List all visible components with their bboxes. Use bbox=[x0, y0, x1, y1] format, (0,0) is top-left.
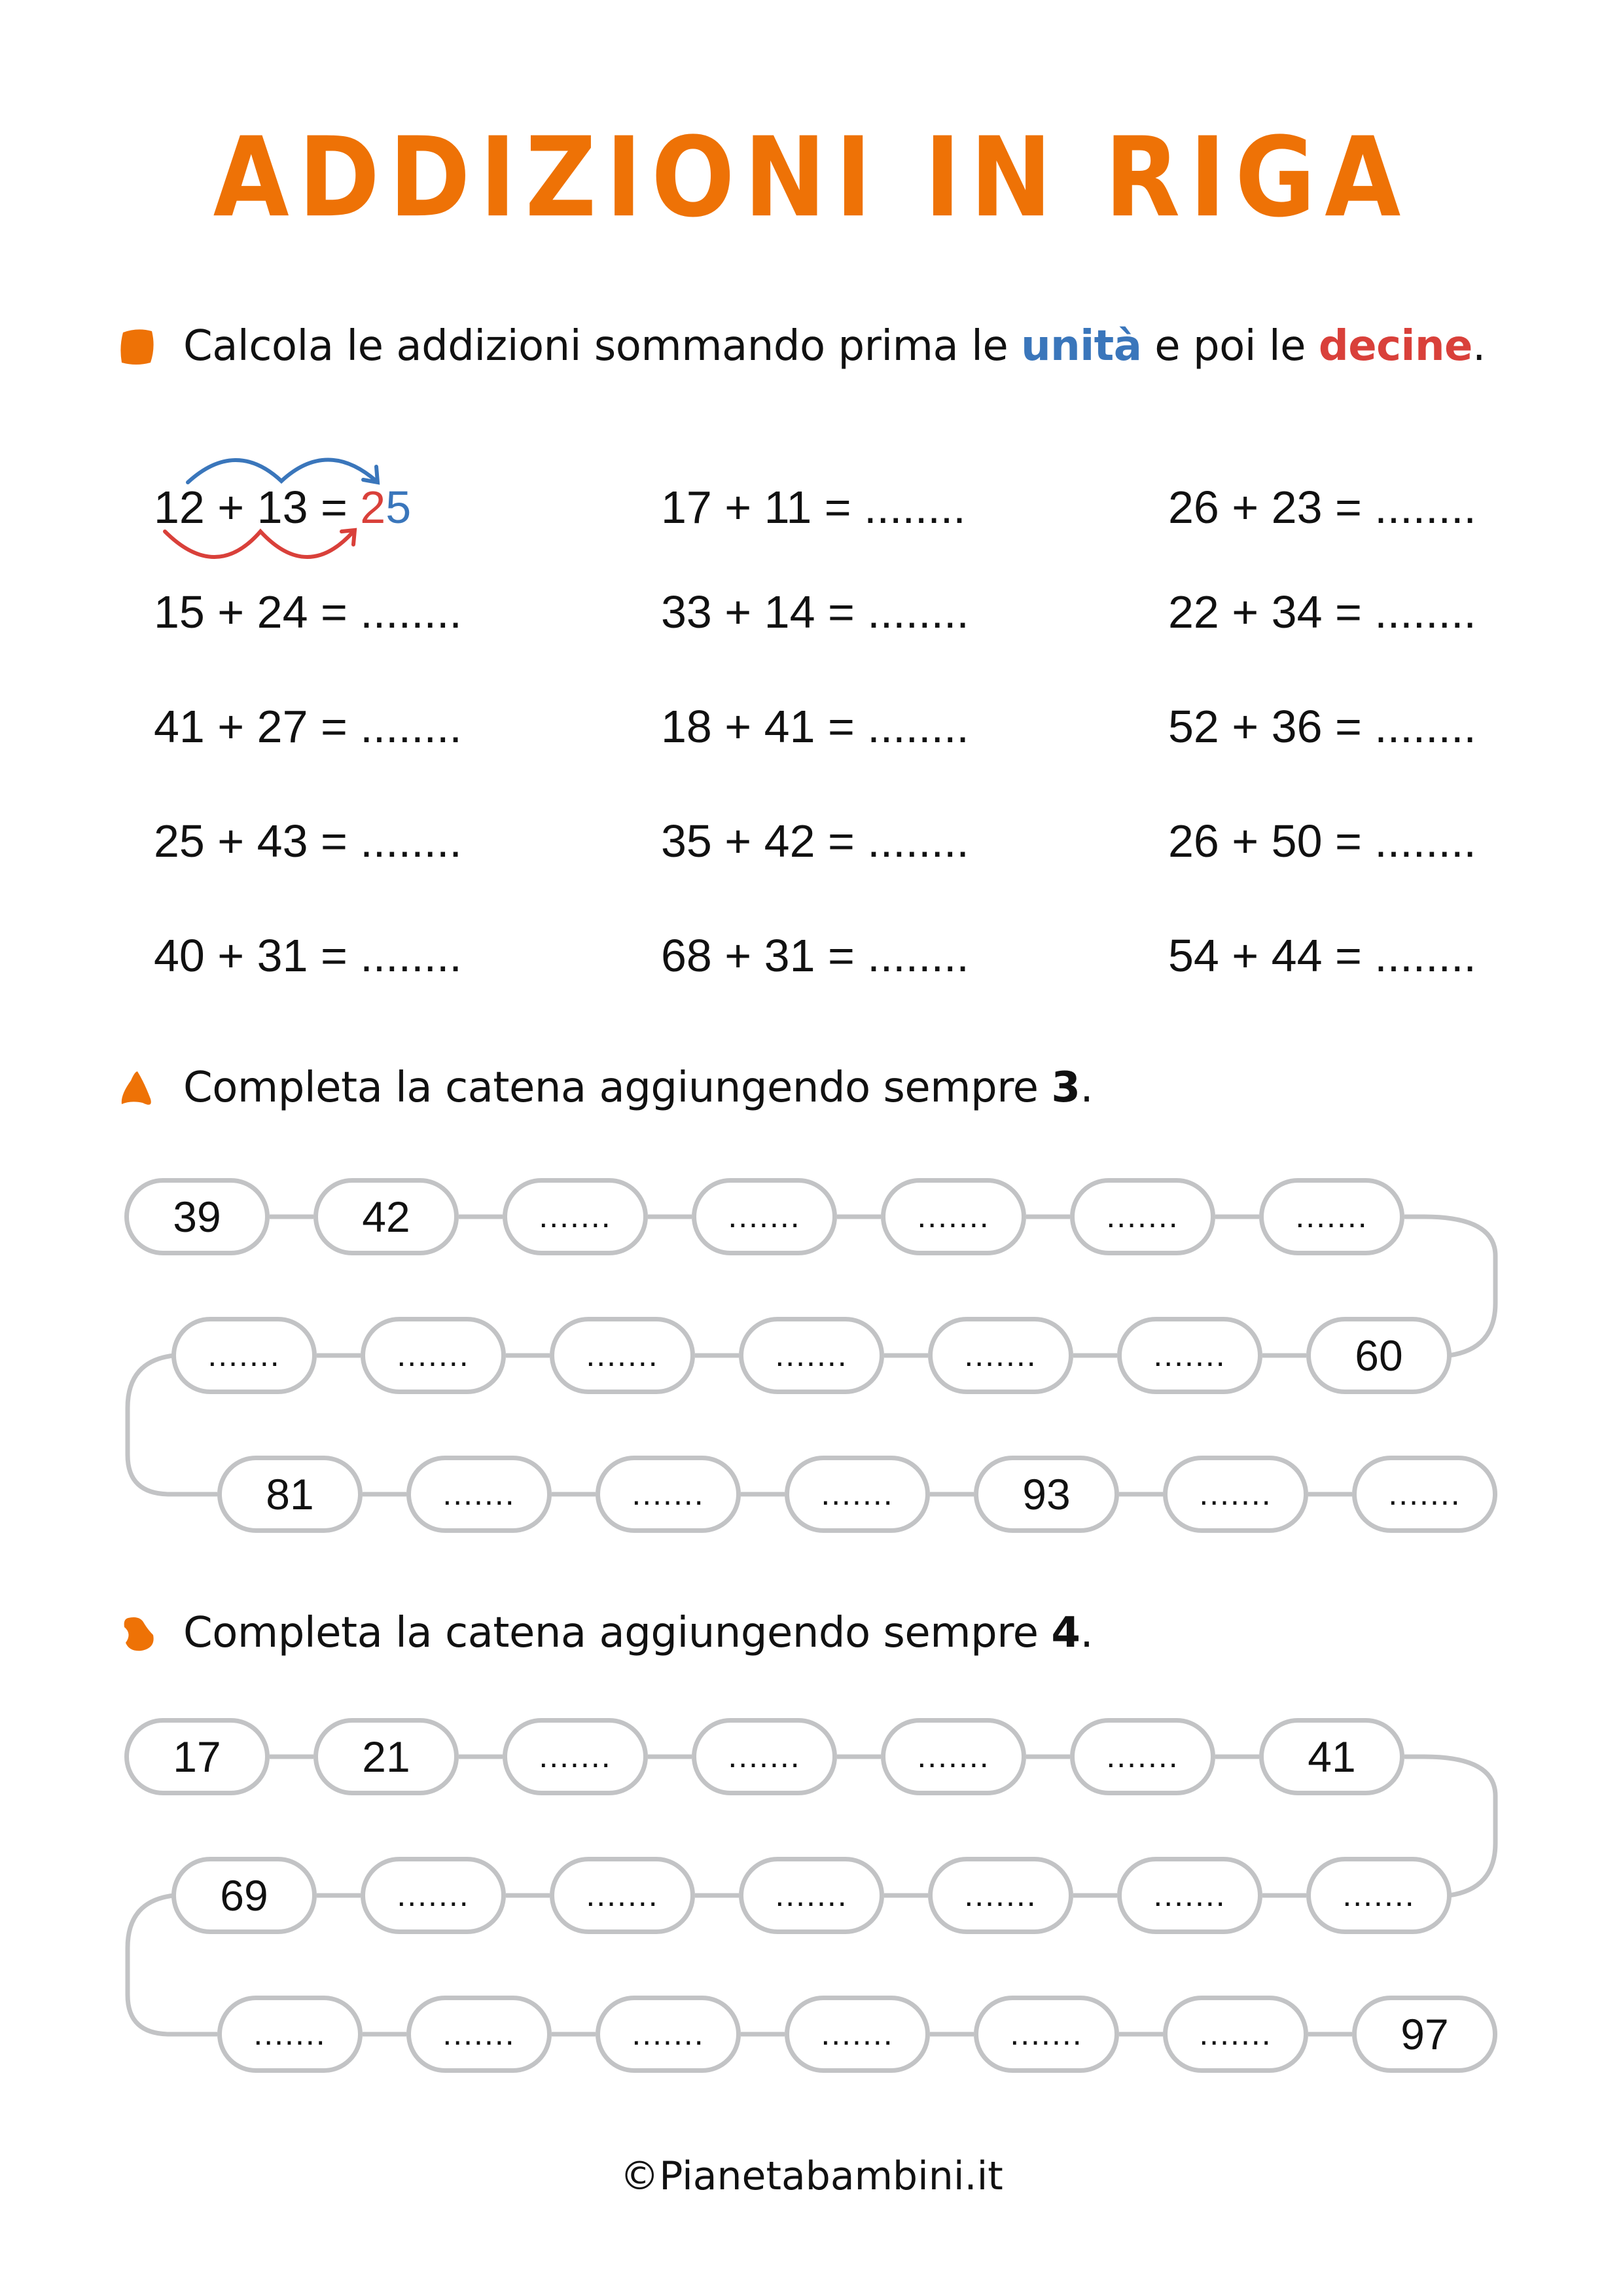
chain-blank-cell[interactable]: ....... bbox=[406, 1456, 552, 1533]
chain-blank-cell[interactable]: ....... bbox=[1117, 1857, 1262, 1934]
answer-blank[interactable]: ........ bbox=[1374, 482, 1476, 533]
chain-blank-cell[interactable]: ....... bbox=[217, 1996, 363, 2073]
answer-blank[interactable]: ........ bbox=[1374, 930, 1476, 981]
chain-blank-cell[interactable]: ....... bbox=[406, 1996, 552, 2073]
chain-blank-cell[interactable]: ....... bbox=[1259, 1178, 1404, 1255]
answer-blank[interactable]: ........ bbox=[867, 930, 969, 981]
chain-number-cell: 60 bbox=[1306, 1317, 1452, 1394]
chain-blank-cell[interactable]: ....... bbox=[881, 1718, 1026, 1795]
equation: 68 + 31 = ........ bbox=[661, 930, 969, 981]
answer-blank[interactable]: ........ bbox=[864, 482, 966, 533]
equation: 33 + 14 = ........ bbox=[661, 586, 969, 637]
chain-blank-cell[interactable]: ....... bbox=[361, 1317, 506, 1394]
chain-turn-left bbox=[128, 1355, 217, 1494]
page-title: ADDIZIONI IN RIGA bbox=[213, 114, 1410, 242]
chain-number-cell: 81 bbox=[217, 1456, 363, 1533]
chain-blank-cell[interactable]: ....... bbox=[739, 1317, 884, 1394]
chain-blank-cell[interactable]: ....... bbox=[692, 1718, 837, 1795]
equation: 18 + 41 = ........ bbox=[661, 701, 969, 752]
chain-number-cell: 21 bbox=[313, 1718, 459, 1795]
footer-copyright: ©Pianetabambini.it bbox=[620, 2153, 1003, 2199]
chain-blank-cell[interactable]: ....... bbox=[596, 1456, 741, 1533]
step-value: 4 bbox=[1051, 1609, 1080, 1657]
chain-blank-cell[interactable]: ....... bbox=[1163, 1456, 1308, 1533]
chain-number-cell: 39 bbox=[124, 1178, 270, 1255]
chain-turn-right bbox=[1404, 1757, 1495, 1895]
chain-blank-cell[interactable]: ....... bbox=[550, 1317, 695, 1394]
chain-blank-cell[interactable]: ....... bbox=[881, 1178, 1026, 1255]
chain-blank-cell[interactable]: ....... bbox=[1070, 1718, 1215, 1795]
chain-number-cell: 42 bbox=[313, 1178, 459, 1255]
tens-arrow-icon bbox=[165, 530, 355, 557]
equation: 40 + 31 = ........ bbox=[154, 930, 462, 981]
answer-blank[interactable]: ........ bbox=[867, 701, 969, 752]
instruction-2: Completa la catena aggiungendo sempre 3. bbox=[118, 1064, 1093, 1112]
result-tens: 2 bbox=[360, 482, 386, 533]
equation: 15 + 24 = ........ bbox=[154, 586, 462, 637]
chain-blank-cell[interactable]: ....... bbox=[1352, 1456, 1497, 1533]
instruction-text: Calcola le addizioni sommando prima le unità e poi le decine. bbox=[183, 322, 1486, 370]
equation: 17 + 11 = ........ bbox=[661, 482, 966, 533]
chain-blank-cell[interactable]: ....... bbox=[503, 1178, 648, 1255]
answer-blank[interactable]: ........ bbox=[1374, 586, 1476, 637]
chain-blank-cell[interactable]: ....... bbox=[1117, 1317, 1262, 1394]
answer-blank[interactable]: ........ bbox=[1374, 816, 1476, 867]
orange-blob-icon bbox=[118, 1614, 157, 1653]
step-value: 3 bbox=[1051, 1064, 1080, 1112]
answer-blank[interactable]: ........ bbox=[360, 586, 462, 637]
equation: 35 + 42 = ........ bbox=[661, 816, 969, 867]
chain-blank-cell[interactable]: ....... bbox=[1070, 1178, 1215, 1255]
chain-blank-cell[interactable]: ....... bbox=[785, 1456, 930, 1533]
result-units: 5 bbox=[385, 482, 412, 533]
equation: 22 + 34 = ........ bbox=[1168, 586, 1476, 637]
example-arrows bbox=[131, 425, 458, 589]
answer-blank[interactable]: ........ bbox=[360, 701, 462, 752]
chain-blank-cell[interactable]: ....... bbox=[928, 1857, 1073, 1934]
answer-blank[interactable]: ........ bbox=[360, 930, 462, 981]
chain-blank-cell[interactable]: ....... bbox=[361, 1857, 506, 1934]
chain-blank-cell[interactable]: ....... bbox=[692, 1178, 837, 1255]
chain-number-cell: 97 bbox=[1352, 1996, 1497, 2073]
chain-number-cell: 17 bbox=[124, 1718, 270, 1795]
answer-blank[interactable]: ........ bbox=[867, 586, 969, 637]
chain-blank-cell[interactable]: ....... bbox=[739, 1857, 884, 1934]
chain-blank-cell[interactable]: ....... bbox=[1163, 1996, 1308, 2073]
equation: 26 + 23 = ........ bbox=[1168, 482, 1476, 533]
answer-blank[interactable]: ........ bbox=[360, 816, 462, 867]
example-equation: 12 + 13 = 25 bbox=[154, 482, 412, 533]
equation: 52 + 36 = ........ bbox=[1168, 701, 1476, 752]
instruction-1 bbox=[118, 322, 1486, 370]
chain-blank-cell[interactable]: ....... bbox=[928, 1317, 1073, 1394]
chain-blank-cell[interactable]: ....... bbox=[503, 1718, 648, 1795]
equation: 26 + 50 = ........ bbox=[1168, 816, 1476, 867]
chain-blank-cell[interactable]: ....... bbox=[785, 1996, 930, 2073]
instruction-3: Completa la catena aggiungendo sempre 4. bbox=[118, 1609, 1093, 1657]
chain-blank-cell[interactable]: ....... bbox=[1306, 1857, 1452, 1934]
answer-blank[interactable]: ........ bbox=[867, 816, 969, 867]
orange-blob-icon bbox=[118, 1069, 157, 1108]
chain-blank-cell[interactable]: ....... bbox=[974, 1996, 1119, 2073]
units-arrow-icon bbox=[188, 460, 378, 483]
chain-number-cell: 93 bbox=[974, 1456, 1119, 1533]
equation: 54 + 44 = ........ bbox=[1168, 930, 1476, 981]
tens-word: decine bbox=[1318, 322, 1472, 370]
chain-number-cell: 41 bbox=[1259, 1718, 1404, 1795]
chain-number-cell: 69 bbox=[171, 1857, 317, 1934]
equation: 41 + 27 = ........ bbox=[154, 701, 462, 752]
chain-turn-left bbox=[128, 1895, 217, 2034]
chain-blank-cell[interactable]: ....... bbox=[171, 1317, 317, 1394]
orange-blob-icon bbox=[118, 327, 157, 367]
equation: 25 + 43 = ........ bbox=[154, 816, 462, 867]
chain-blank-cell[interactable]: ....... bbox=[596, 1996, 741, 2073]
chain-blank-cell[interactable]: ....... bbox=[550, 1857, 695, 1934]
answer-blank[interactable]: ........ bbox=[1374, 701, 1476, 752]
chain-turn-right bbox=[1404, 1217, 1495, 1355]
units-word: unità bbox=[1021, 322, 1142, 370]
